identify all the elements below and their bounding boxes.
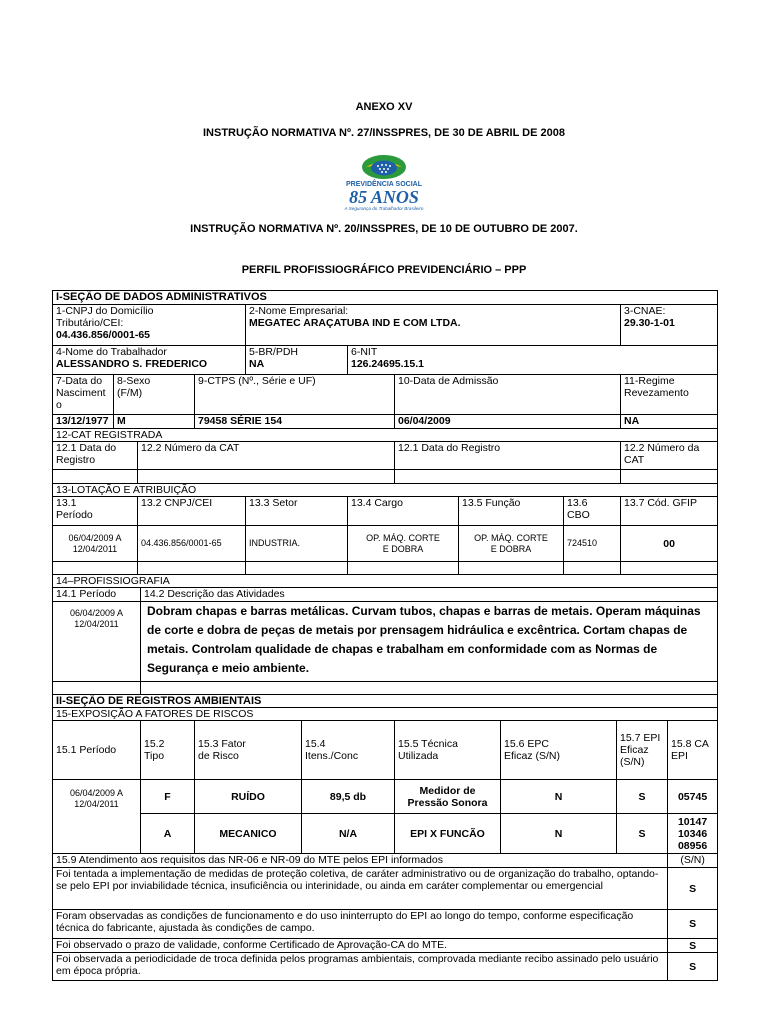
lotacao-funcao-1: OP. MÁQ. CORTE [474,532,548,543]
lotacao-title: 13-LOTAÇÃO E ATRIBUIÇÃO [53,484,718,497]
lotacao-periodo-1: 06/04/2009 A [68,532,122,543]
profissiografia-periodo [53,602,141,682]
risco-row-1-tipo: F [141,780,195,814]
risco-tipo-header-2: Tipo [144,750,165,762]
risco-row-1-epc: N [501,780,617,814]
nr-title: 15.9 Atendimento aos requisitos das NR-06 e NR-09 do MTE pelos EPI informados [53,854,668,868]
risco-row-2-fator: MECANICO [195,814,302,854]
lotacao-setor-header: 13.3 Setor [246,497,348,526]
lotacao-funcao-2: E DOBRA [490,543,532,554]
lotacao-funcao-header: 13.5 Função [459,497,564,526]
profissiografia-periodo-2: 12/04/2011 [74,619,119,629]
exposicao-title: 15-EXPOSIÇÃO A FATORES DE RISCOS [53,708,718,721]
nit-value: 126.24695.15.1 [351,358,424,370]
cat-data-empty [53,470,138,484]
cat-data-empty-b [395,470,621,484]
risco-epi-header [617,721,668,780]
risco-tecnica-header [395,721,501,780]
risco-row-1-tecnica [395,780,501,814]
lotacao-cnpj: 04.436.856/0001-65 [138,526,246,562]
cnae-label: 3-CNAE: [624,305,666,317]
risco-tipo-header [141,721,195,780]
nit-cell [348,346,718,375]
nr-item-4-value: S [668,953,718,981]
nascimento-label-2: Nasciment [56,387,106,399]
cnae-value: 29.30-1-01 [624,317,675,329]
nr-item-1-value: S [668,868,718,910]
lotacao-gfip: 00 [621,526,718,562]
profissiografia-descricao: Dobram chapas e barras metálicas. Curvam tubos, chapas e barras de metais. Operam máquinas de corte e dobra de peças de metais por prensagem hidráulica e excêntrica. Cortam chapas de metais. Controlam qualidade de chapas e trabalham em conformidade com as Normas de Segurança e meio ambiente. [141,602,718,682]
risco-tipo-header-1: 15.2 [144,738,165,750]
profissiografia-periodo-header: 14.1 Período [53,588,141,602]
globe-icon [362,155,406,179]
section-2-title: II-SEÇÃO DE REGISTROS AMBIENTAIS [53,695,718,708]
ctps-label: 9-CTPS (Nº., Série e UF) [195,375,395,415]
risco-row-1-tecnica-2: Pressão Sonora [407,796,488,809]
profissiografia-descricao-header: 14.2 Descrição das Atividades [141,588,718,602]
trabalhador-cell [53,346,246,375]
lotacao-empty-3 [246,562,348,575]
sexo-value: M [114,415,195,429]
lotacao-cbo-header-1: 13.6 [567,497,588,509]
nr-sn-header: (S/N) [668,854,718,868]
risco-row-1-ca-1: 05745 [677,790,708,803]
lotacao-cbo: 724510 [564,526,621,562]
risco-tecnica-header-2: Utilizada [398,750,439,762]
previdencia-logo [314,153,454,213]
lotacao-periodo-header-2: Período [56,509,93,521]
admissao-value: 06/04/2009 [395,415,621,429]
empresa-label: 2-Nome Empresarial: [249,305,349,317]
risco-epc-header [501,721,617,780]
risco-epi-header-2: Eficaz [620,744,649,756]
logo-line3: A Segurança do Trabalhador Brasileiro [344,206,424,211]
risco-conc-header [302,721,395,780]
regime-label-1: 11-Regime [624,375,675,387]
cnpj-cell [53,305,246,346]
cnpj-label-2: Tributário/CEI: [56,317,124,329]
risco-fator-header-2: de Risco [198,750,239,762]
normative-27: INSTRUÇÃO NORMATIVA Nº. 27/INSSPRES, DE 30 DE ABRIL DE 2008 [202,127,565,139]
risco-row-2-epi: S [617,814,668,854]
risco-row-2-conc: N/A [302,814,395,854]
profissiografia-periodo-1: 06/04/2009 A [69,608,124,618]
empresa-value: MEGATEC ARAÇATUBA IND E COM LTDA. [249,317,461,329]
document-title: PERFIL PROFISSIOGRÁFICO PREVIDENCIÁRIO – PPP [241,264,527,276]
lotacao-cargo-1: OP. MÁQ. CORTE [366,532,440,543]
risco-row-1-fator: RUÍDO [195,780,302,814]
lotacao-periodo [53,526,138,562]
regime-label-2: Revezamento [624,387,689,399]
ppp-form [52,290,718,981]
lotacao-gfip-header: 13.7 Cód. GFIP [621,497,718,526]
lotacao-cbo-header-2: CBO [567,509,590,521]
risco-row-2-ca-2: 10346 [677,827,708,840]
lotacao-setor: INDUSTRIA. [246,526,348,562]
risco-epc-header-1: 15.6 EPC [504,738,549,750]
risco-row-2-ca [668,814,718,854]
profissiografia-title: 14–PROFISSIOGRAFIA [53,575,718,588]
risco-row-1-ca [668,780,718,814]
br-pdh-value: NA [249,358,265,370]
trabalhador-value: ALESSANDRO S. FREDERICO [56,358,208,370]
profissiografia-empty-2 [141,682,718,695]
risco-epi-header-3: (S/N) [620,756,645,768]
risco-row-2-epc: N [501,814,617,854]
lotacao-cnpj-header: 13.2 CNPJ/CEI [138,497,246,526]
lotacao-empty-6 [564,562,621,575]
logo-line1: PREVIDÊNCIA SOCIAL [346,181,422,188]
cat-numero-label: 12.2 Número da CAT [138,442,395,470]
empresa-cell [246,305,621,346]
lotacao-funcao [459,526,564,562]
regime-label-cell [621,375,718,415]
logo-line2: 85 ANOS [349,187,419,207]
risco-periodo-1: 06/04/2009 A [69,788,124,798]
risco-periodo [53,780,141,854]
risco-row-2-tecnica: EPI X FUNCÃO [395,814,501,854]
nr-item-2-text: Foram observadas as condições de funcionamento e do uso ininterrupto do EPI ao longo do tempo, conforme especificação técnica do fabricante, ajustada às condições de campo. [53,910,668,939]
risco-row-2-ca-3: 08956 [677,839,708,852]
nr-item-3-value: S [668,939,718,953]
lotacao-empty-1 [53,562,138,575]
risco-periodo-header: 15.1 Período [53,721,141,780]
ctps-value: 79458 SÉRIE 154 [195,415,395,429]
nascimento-label-cell [53,375,114,415]
lotacao-cargo-2: E DOBRA [382,543,424,554]
lotacao-empty-2 [138,562,246,575]
nascimento-label-3: o [56,399,62,411]
risco-epi-header-1: 15.7 EPI [620,732,661,744]
lotacao-periodo-header-1: 13.1 [56,497,77,509]
lotacao-empty-4 [348,562,459,575]
nr-item-4-text: Foi observada a periodicidade de troca definida pelos programas ambientais, comprovada mediante recibo assinado pelo usuário em época própria. [53,953,668,981]
cnae-cell [621,305,718,346]
lotacao-cargo-header: 13.4 Cargo [348,497,459,526]
cat-numero-label-b: 12.2 Número da CAT [621,442,718,470]
profissiografia-empty-1 [53,682,141,695]
nit-label: 6-NIT [351,346,378,358]
cat-title: 12-CAT REGISTRADA [53,429,718,442]
cat-data-label-1: 12.1 Data do [56,442,117,454]
regime-value: NA [621,415,718,429]
risco-fator-header [195,721,302,780]
lotacao-periodo-2: 12/04/2011 [72,543,118,554]
cat-numero-empty [138,470,395,484]
risco-row-2-ca-1: 10147 [677,815,708,828]
cat-data-label-cell [53,442,138,470]
cnpj-label-1: 1-CNPJ do Domicílio [56,305,154,317]
cat-data-label-b: 12.1 Data do Registro [395,442,621,470]
lotacao-empty-7 [621,562,718,575]
risco-ca-header: 15.8 CA EPI [668,721,718,780]
annex-title: ANEXO XV [355,101,413,113]
cat-numero-empty-b [621,470,718,484]
lotacao-cargo [348,526,459,562]
nr-item-1-text: Foi tentada a implementação de medidas de proteção coletiva, de caráter administrativo ou de organização do trabalho, optando-se pelo EPI por inviabilidade técnica, insuficiência ou interinidade, ou ainda em caráter complementar ou emergencial [53,868,668,910]
risco-row-1-epi: S [617,780,668,814]
nr-item-3-text: Foi observado o prazo de validade, conforme Certificado de Aprovação-CA do MTE. [53,939,668,953]
sexo-label-cell [114,375,195,415]
lotacao-empty-5 [459,562,564,575]
risco-epc-header-2: Eficaz (S/N) [504,750,561,762]
risco-row-1-tecnica-1: Medidor de [419,784,476,797]
risco-conc-header-1: 15.4 [305,738,326,750]
lotacao-periodo-header [53,497,138,526]
trabalhador-label: 4-Nome do Trabalhador [56,346,167,358]
nr-item-2-value: S [668,910,718,939]
nascimento-label-1: 7-Data do [56,375,103,387]
nascimento-value: 13/12/1977 [53,415,114,429]
risco-periodo-2: 12/04/2011 [74,799,119,809]
risco-fator-header-1: 15.3 Fator [198,738,246,750]
risco-tecnica-header-1: 15.5 Técnica [398,738,458,750]
sexo-label-1: 8-Sexo [117,375,151,387]
admissao-label: 10-Data de Admissão [395,375,621,415]
br-pdh-cell [246,346,348,375]
normative-20: INSTRUÇÃO NORMATIVA Nº. 20/INSSPRES, DE 10 DE OUTUBRO DE 2007. [190,223,578,235]
br-pdh-label: 5-BR/PDH [249,346,299,358]
risco-row-1-conc: 89,5 db [302,780,395,814]
cnpj-value: 04.436.856/0001-65 [56,329,151,341]
cat-data-label-2: Registro [56,454,96,466]
risco-row-2-tipo: A [141,814,195,854]
lotacao-cbo-header [564,497,621,526]
sexo-label-2: (F/M) [117,387,143,399]
section-1-title: I-SEÇÃO DE DADOS ADMINISTRATIVOS [53,291,718,305]
risco-conc-header-2: Itens./Conc [305,750,359,762]
